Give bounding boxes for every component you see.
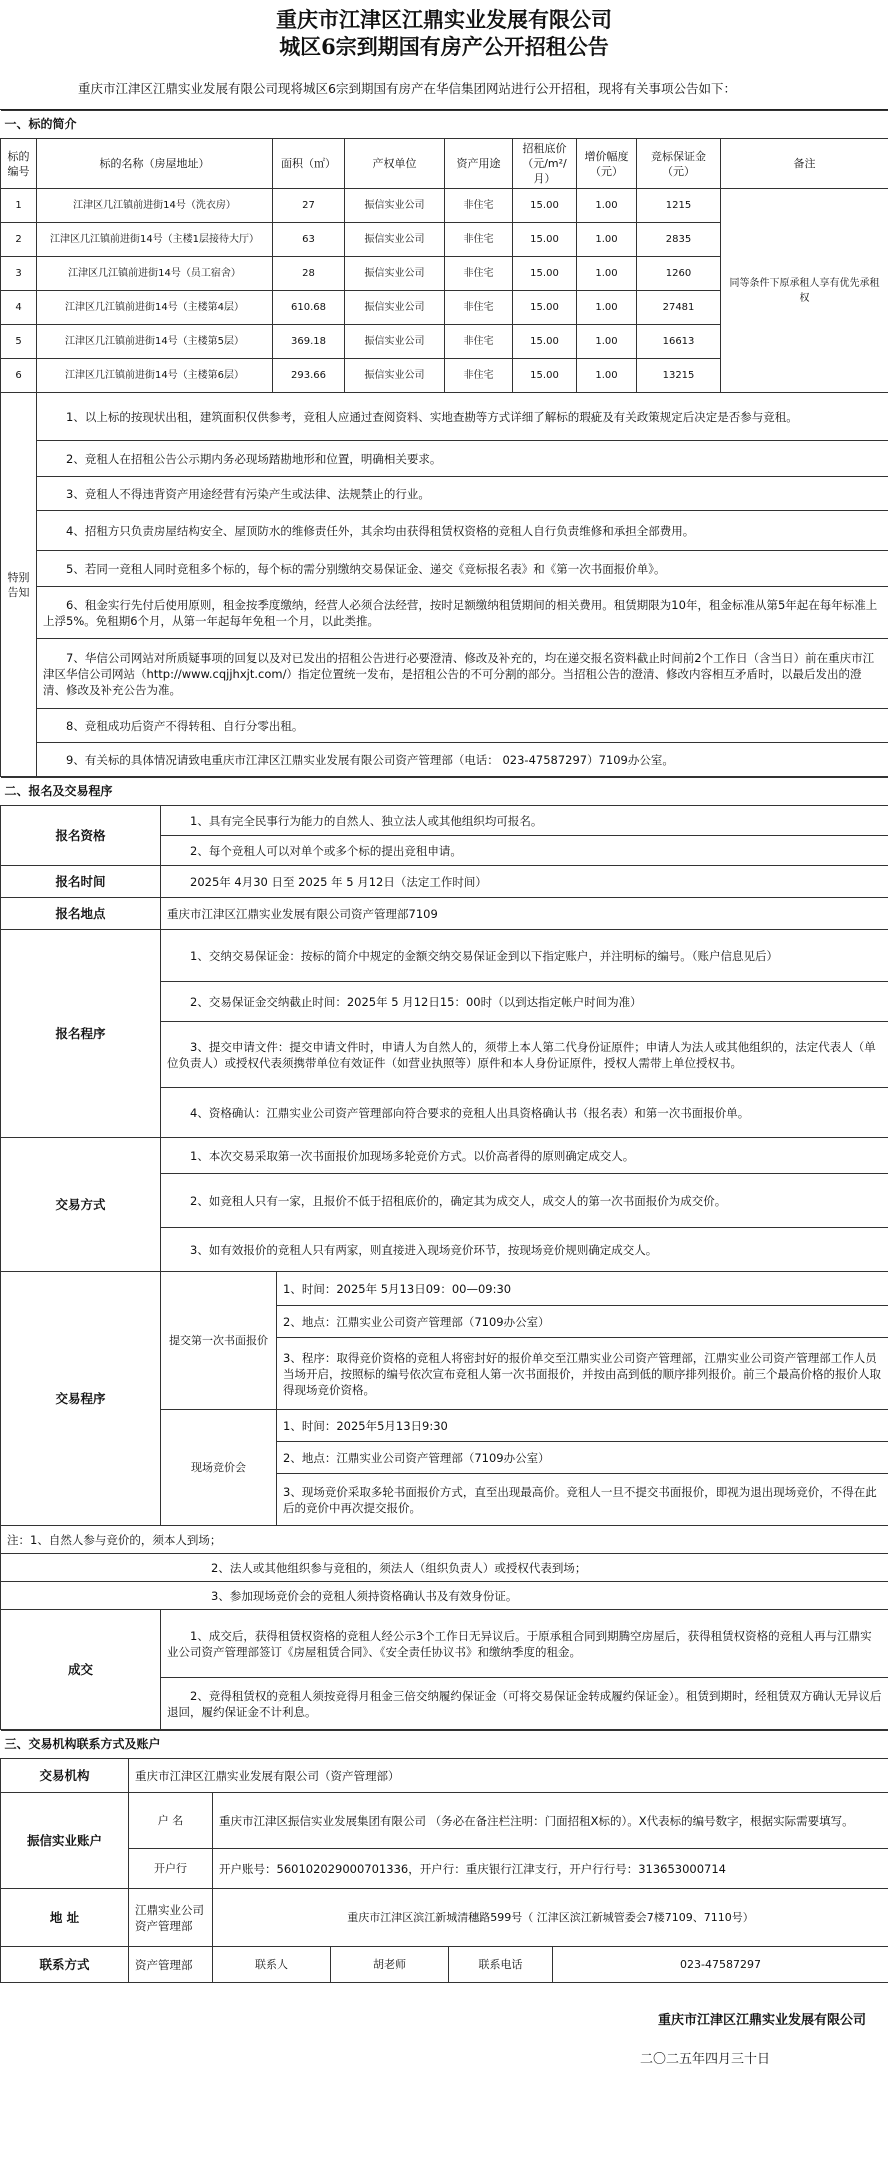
notice-item: 7、华信公司网站对所质疑事项的回复以及对已发出的招租公告进行必要澄清、修改及补充的，均在递交报名资料截止时间前2个工作日（含当日）前在重庆市江津区华信公司网站（http://www.cqjjhxjt.com/）指定位置统一发布，是招租公告的不可分割的部分。当招租公告的澄清、修改内容相互矛盾时，以最后发出的澄清、修改及补充公告为准。 xyxy=(37,639,888,709)
written-bid-item: 3、程序：取得竞价资格的竞租人将密封好的报价单交至江鼎实业公司资产管理部，江鼎实业公司资产管理部工作人员当场开启，按照标的编号依次宣布竞租人第一次书面报价，并按由高到低的顺序排列报价。前三个最高价格的报价人取得现场竞价资格。 xyxy=(277,1338,888,1410)
intro-paragraph: 重庆市江津区江鼎实业发展有限公司现将城区6宗到期国有房产在华信集团网站进行公开招租，现将有关事项公告如下： xyxy=(0,80,888,110)
cell-price: 15.00 xyxy=(513,359,577,393)
cell-deposit: 1260 xyxy=(637,257,721,291)
live-auction-item: 2、地点：江鼎实业公司资产管理部（7109办公室） xyxy=(277,1442,888,1474)
cell-deposit: 27481 xyxy=(637,291,721,325)
org-label: 交易机构 xyxy=(1,1759,129,1793)
cell-deposit: 2835 xyxy=(637,223,721,257)
procedure-item: 2、交易保证金交纳截止时间：2025年 5 月12日15：00时（以到达指定帐户时间为准） xyxy=(161,982,888,1022)
cell-deposit: 13215 xyxy=(637,359,721,393)
footer-organization: 重庆市江津区江鼎实业发展有限公司 xyxy=(657,2013,866,2028)
cell-no: 5 xyxy=(1,325,37,359)
notice-item: 9、有关标的具体情况请致电重庆市江津区江鼎实业发展有限公司资产管理部（电话： 023-47587297）7109办公室。 xyxy=(37,743,888,777)
col-header-price: 招租底价（元/m²/月） xyxy=(513,139,577,189)
trade-mode-item: 3、如有效报价的竞租人只有两家，则直接进入现场竞价环节，按现场竞价规则确定成交人。 xyxy=(161,1228,888,1272)
cell-no: 6 xyxy=(1,359,37,393)
cell-increment: 1.00 xyxy=(577,257,637,291)
address-value: 重庆市江津区滨江新城清穗路599号（ 江津区滨江新城管委会7楼7109、7110号） xyxy=(213,1889,888,1947)
written-bid-item: 1、时间：2025年 5月13日09：00—09:30 xyxy=(277,1272,888,1306)
cell-name: 江津区几江镇前进街14号（主楼第6层） xyxy=(37,359,273,393)
contact-person-label: 联系人 xyxy=(213,1947,331,1983)
cell-owner: 振信实业公司 xyxy=(345,359,445,393)
cell-use: 非住宅 xyxy=(445,325,513,359)
deal-item: 2、竞得租赁权的竞租人须按竞得月租金三倍交纳履约保证金（可将交易保证金转成履约保证金）。租赁到期时，经租赁双方确认无异议后退回，履约保证金不计利息。 xyxy=(161,1678,888,1730)
address-unit: 江鼎实业公司资产管理部 xyxy=(129,1889,213,1947)
contact-label: 联系方式 xyxy=(1,1947,129,1983)
cell-increment: 1.00 xyxy=(577,223,637,257)
cell-price: 15.00 xyxy=(513,223,577,257)
live-auction-label: 现场竞价会 xyxy=(161,1410,277,1526)
trade-mode-item: 1、本次交易采取第一次书面报价加现场多轮竞价方式。以价高者得的原则确定成交人。 xyxy=(161,1138,888,1174)
qualification-item: 2、每个竞租人可以对单个或多个标的提出竞租申请。 xyxy=(161,836,888,866)
cell-name: 江津区几江镇前进街14号（主楼1层接待大厅） xyxy=(37,223,273,257)
cell-deposit: 16613 xyxy=(637,325,721,359)
col-header-no: 标的编号 xyxy=(1,139,37,189)
cell-increment: 1.00 xyxy=(577,189,637,223)
col-header-use: 资产用途 xyxy=(445,139,513,189)
deal-item: 1、成交后，获得租赁权资格的竞租人经公示3个工作日无异议后。于原承租合同到期腾空房屋后，获得租赁权资格的竞租人再与江鼎实业公司资产管理部签订《房屋租赁合同》、《安全责任协议书》和缴纳季度的租金。 xyxy=(161,1610,888,1678)
cell-area: 369.18 xyxy=(273,325,345,359)
cell-name: 江津区几江镇前进街14号（主楼第4层） xyxy=(37,291,273,325)
registration-time: 2025年 4月30 日至 2025 年 5 月12日（法定工作时间） xyxy=(161,866,888,898)
notice-item: 5、若同一竞租人同时竞租多个标的，每个标的需分别缴纳交易保证金、递交《竞标报名表》和《第一次书面报价单》。 xyxy=(37,551,888,587)
procedure-label: 报名程序 xyxy=(1,930,161,1138)
cell-name: 江津区几江镇前进街14号（主楼第5层） xyxy=(37,325,273,359)
org-name: 重庆市江津区江鼎实业发展有限公司（资产管理部） xyxy=(129,1759,888,1793)
deal-label: 成交 xyxy=(1,1610,161,1730)
auction-note: 2、法人或其他组织参与竞租的，须法人（组织负责人）或授权代表到场； xyxy=(1,1554,888,1582)
col-header-remark: 备注 xyxy=(721,139,888,189)
section-2-title: 二、报名及交易程序 xyxy=(1,778,888,806)
cell-no: 1 xyxy=(1,189,37,223)
contact-phone: 023-47587297 xyxy=(553,1947,888,1983)
bank-label: 开户行 xyxy=(129,1849,213,1889)
account-label: 振信实业账户 xyxy=(1,1793,129,1889)
written-bid-item: 2、地点：江鼎实业公司资产管理部（7109办公室） xyxy=(277,1306,888,1338)
table-row xyxy=(1,189,888,223)
special-notice-label: 特别告知 xyxy=(1,393,37,777)
account-holder: 重庆市江津区振信实业发展集团有限公司 （务必在备注栏注明：门面招租X标的）。X代表标的编号数字，根据实际需要填写。 xyxy=(213,1793,888,1849)
cell-area: 28 xyxy=(273,257,345,291)
procedure-item: 4、资格确认：江鼎实业公司资产管理部向符合要求的竞租人出具资格确认书（报名表）和第一次书面报价单。 xyxy=(161,1088,888,1138)
cell-name: 江津区几江镇前进街14号（洗衣房） xyxy=(37,189,273,223)
live-auction-item: 3、现场竞价采取多轮书面报价方式，直至出现最高价。竞租人一旦不提交书面报价，即视为退出现场竞价，不得在此后的竞价中再次提交报价。 xyxy=(277,1474,888,1526)
qualification-item: 1、具有完全民事行为能力的自然人、独立法人或其他组织均可报名。 xyxy=(161,806,888,836)
cell-no: 2 xyxy=(1,223,37,257)
cell-price: 15.00 xyxy=(513,257,577,291)
cell-use: 非住宅 xyxy=(445,359,513,393)
trade-procedure-label: 交易程序 xyxy=(1,1272,161,1526)
notice-item: 3、竞租人不得违背资产用途经营有污染产生或法律、法规禁止的行业。 xyxy=(37,477,888,511)
registration-time-label: 报名时间 xyxy=(1,866,161,898)
cell-no: 4 xyxy=(1,291,37,325)
cell-area: 27 xyxy=(273,189,345,223)
contact-department: 资产管理部 xyxy=(129,1947,213,1983)
cell-owner: 振信实业公司 xyxy=(345,223,445,257)
trade-mode-label: 交易方式 xyxy=(1,1138,161,1272)
cell-increment: 1.00 xyxy=(577,359,637,393)
page-title-company: 重庆市江津区江鼎实业发展有限公司 xyxy=(276,7,612,32)
procedure-item: 1、交纳交易保证金：按标的简介中规定的金额交纳交易保证金到以下指定账户，并注明标的编号。（账户信息见后） xyxy=(161,930,888,982)
address-label: 地 址 xyxy=(1,1889,129,1947)
cell-price: 15.00 xyxy=(513,325,577,359)
cell-owner: 振信实业公司 xyxy=(345,325,445,359)
cell-owner: 振信实业公司 xyxy=(345,189,445,223)
written-bid-label: 提交第一次书面报价 xyxy=(161,1272,277,1410)
footer-date: 二〇二五年四月三十日 xyxy=(639,2052,770,2067)
contact-table xyxy=(0,1730,888,1983)
procedure-item: 3、提交申请文件：提交申请文件时，申请人为自然人的，须带上本人第二代身份证原件；申请人为法人或其他组织的，法定代表人（单位负责人）或授权代表须携带单位有效证件（如营业执照等）原件和本人身份证原件，授权人需带上单位授权书。 xyxy=(161,1022,888,1088)
cell-area: 63 xyxy=(273,223,345,257)
cell-use: 非住宅 xyxy=(445,257,513,291)
cell-name: 江津区几江镇前进街14号（员工宿舍） xyxy=(37,257,273,291)
registration-place: 重庆市江津区江鼎实业发展有限公司资产管理部7109 xyxy=(161,898,888,930)
registration-table xyxy=(0,777,888,1730)
trade-mode-item: 2、如竞租人只有一家，且报价不低于招租底价的，确定其为成交人，成交人的第一次书面报价为成交价。 xyxy=(161,1174,888,1228)
notice-item: 6、租金实行先付后使用原则，租金按季度缴纳，经营人必须合法经营，按时足额缴纳租赁期间的相关费用。租赁期限为10年，租金标准从第5年起在每年标准上上浮5%。免租期6个月，从第一年起每年免租一个月，以此类推。 xyxy=(37,587,888,639)
contact-person: 胡老师 xyxy=(331,1947,449,1983)
cell-owner: 振信实业公司 xyxy=(345,257,445,291)
notice-item: 2、竞租人在招租公告公示期内务必现场踏勘地形和位置，明确相关要求。 xyxy=(37,441,888,477)
cell-use: 非住宅 xyxy=(445,223,513,257)
col-header-owner: 产权单位 xyxy=(345,139,445,189)
cell-area: 293.66 xyxy=(273,359,345,393)
notice-item: 8、竞租成功后资产不得转租、自行分零出租。 xyxy=(37,709,888,743)
cell-area: 610.68 xyxy=(273,291,345,325)
col-header-deposit: 竞标保证金（元） xyxy=(637,139,721,189)
contact-phone-label: 联系电话 xyxy=(449,1947,553,1983)
qualification-label: 报名资格 xyxy=(1,806,161,866)
cell-no: 3 xyxy=(1,257,37,291)
cell-use: 非住宅 xyxy=(445,291,513,325)
cell-use: 非住宅 xyxy=(445,189,513,223)
bank-info: 开户账号：560102029000701336，开户行：重庆银行江津支行，开户行行号：313653000714 xyxy=(213,1849,888,1889)
cell-deposit: 1215 xyxy=(637,189,721,223)
cell-increment: 1.00 xyxy=(577,325,637,359)
cell-remark: 同等条件下原承租人享有优先承租权 xyxy=(721,189,888,393)
holder-label: 户 名 xyxy=(129,1793,213,1849)
notice-item: 4、招租方只负责房屋结构安全、屋顶防水的维修责任外，其余均由获得租赁权资格的竞租人自行负责维修和承担全部费用。 xyxy=(37,511,888,551)
section-3-title: 三、交易机构联系方式及账户 xyxy=(1,1731,888,1759)
auction-note: 注：1、自然人参与竞价的，须本人到场； xyxy=(1,1526,888,1554)
section-1-title: 一、标的简介 xyxy=(1,111,888,139)
cell-price: 15.00 xyxy=(513,189,577,223)
auction-note: 3、参加现场竞价会的竞租人须持资格确认书及有效身份证。 xyxy=(1,1582,888,1610)
col-header-area: 面积（㎡） xyxy=(273,139,345,189)
registration-place-label: 报名地点 xyxy=(1,898,161,930)
property-table xyxy=(0,110,888,777)
col-header-name: 标的名称（房屋地址） xyxy=(37,139,273,189)
cell-price: 15.00 xyxy=(513,291,577,325)
cell-owner: 振信实业公司 xyxy=(345,291,445,325)
cell-increment: 1.00 xyxy=(577,291,637,325)
notice-item: 1、以上标的按现状出租，建筑面积仅供参考，竞租人应通过查阅资料、实地查勘等方式详细了解标的瑕疵及有关政策规定后决定是否参与竞租。 xyxy=(37,393,888,441)
page-title-subject: 城区6宗到期国有房产公开招租公告 xyxy=(279,34,609,59)
live-auction-item: 1、时间：2025年5月13日9:30 xyxy=(277,1410,888,1442)
col-header-increment: 增价幅度（元） xyxy=(577,139,637,189)
